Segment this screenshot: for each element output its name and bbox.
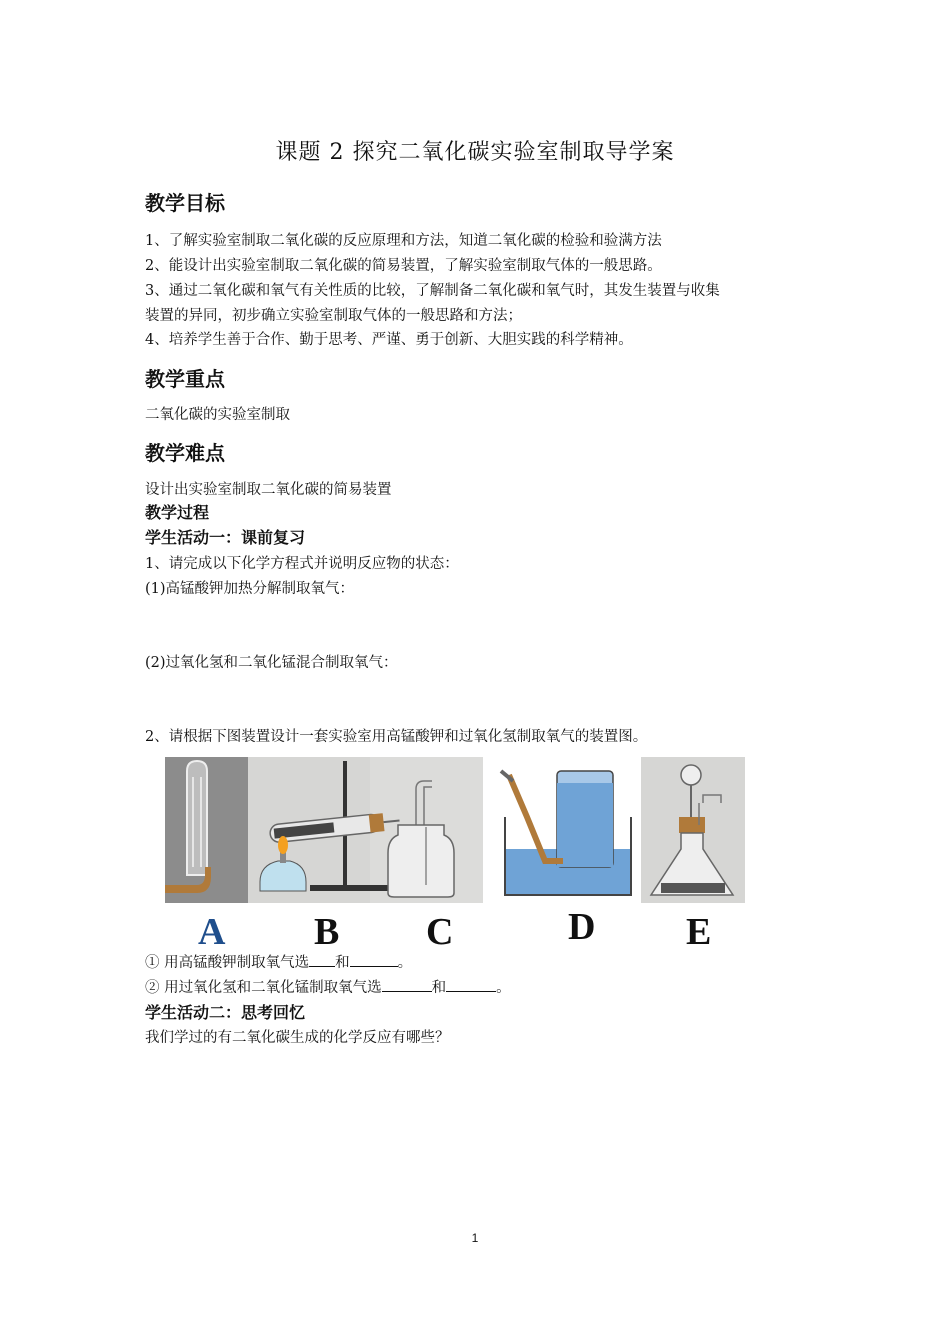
answer-1-blank-b[interactable] [350, 952, 398, 967]
difficulty-heading: 教学难点 [145, 441, 225, 465]
page-title: 课题 2 探究二氧化碳实验室制取导学案 [275, 140, 675, 165]
answer-1-end: 。 [397, 955, 413, 971]
goals-heading: 教学目标 [145, 191, 225, 215]
question-2: 2、请根据下图装置设计一套实验室用高锰酸钾和过氧化氢制取氧气的装置图。 [145, 729, 648, 745]
activity1-heading: 学生活动一：课前复习 [145, 528, 306, 547]
goal-item: 2、能设计出实验室制取二氧化碳的简易装置，了解实验室制取气体的一般思路。 [145, 258, 662, 274]
difficulty-text: 设计出实验室制取二氧化碳的简易装置 [145, 482, 392, 498]
answer-1-prefix: ① 用高锰酸钾制取氧气选 [145, 955, 310, 971]
apparatus-label-a: A [198, 911, 226, 953]
answer-2-prefix: ② 用过氧化氢和二氧化锰制取氧气选 [145, 980, 382, 996]
question-1b: (2)过氧化氢和二氧化锰混合制取氧气： [145, 655, 398, 671]
question-1a: (1)高锰酸钾加热分解制取氧气： [145, 581, 355, 597]
key-point-text: 二氧化碳的实验室制取 [145, 407, 290, 423]
question-1: 1、请完成以下化学方程式并说明反应物的状态： [145, 556, 459, 572]
answer-2 [145, 976, 511, 997]
apparatus-label-e: E [686, 911, 712, 953]
answer-2-blank-b[interactable] [446, 977, 496, 992]
answer-2-end: 。 [496, 980, 511, 996]
goal-item: 装置的异同，初步确立实验室制取气体的一般思路和方法； [145, 308, 522, 324]
answer-1-mid: 和 [335, 955, 350, 971]
process-heading: 教学过程 [145, 503, 210, 522]
apparatus-label-c: C [426, 911, 454, 953]
key-point-heading: 教学重点 [145, 367, 225, 391]
page-number: 1 [471, 1231, 479, 1245]
apparatus-bc-image [248, 757, 483, 903]
answer-1-blank-a[interactable] [309, 952, 335, 967]
goal-item: 1、了解实验室制取二氧化碳的反应原理和方法，知道二氧化碳的检验和验满方法 [145, 233, 662, 249]
answer-2-blank-a[interactable] [382, 977, 432, 992]
apparatus-e-image [641, 757, 745, 903]
goal-item: 3、通过二氧化碳和氧气有关性质的比较，了解制备二氧化碳和氧气时，其发生装置与收集 [145, 283, 720, 299]
apparatus-d-image [497, 757, 635, 903]
activity2-question: 我们学过的有二氧化碳生成的化学反应有哪些？ [145, 1030, 450, 1046]
answer-2-mid: 和 [431, 980, 447, 996]
activity2-heading: 学生活动二：思考回忆 [145, 1003, 306, 1022]
answer-1 [145, 951, 412, 972]
goal-item: 4、培养学生善于合作、勤于思考、严谨、勇于创新、大胆实践的科学精神。 [145, 332, 633, 348]
apparatus-label-b: B [314, 911, 340, 953]
apparatus-label-d: D [568, 906, 596, 948]
apparatus-a-image [165, 757, 248, 903]
